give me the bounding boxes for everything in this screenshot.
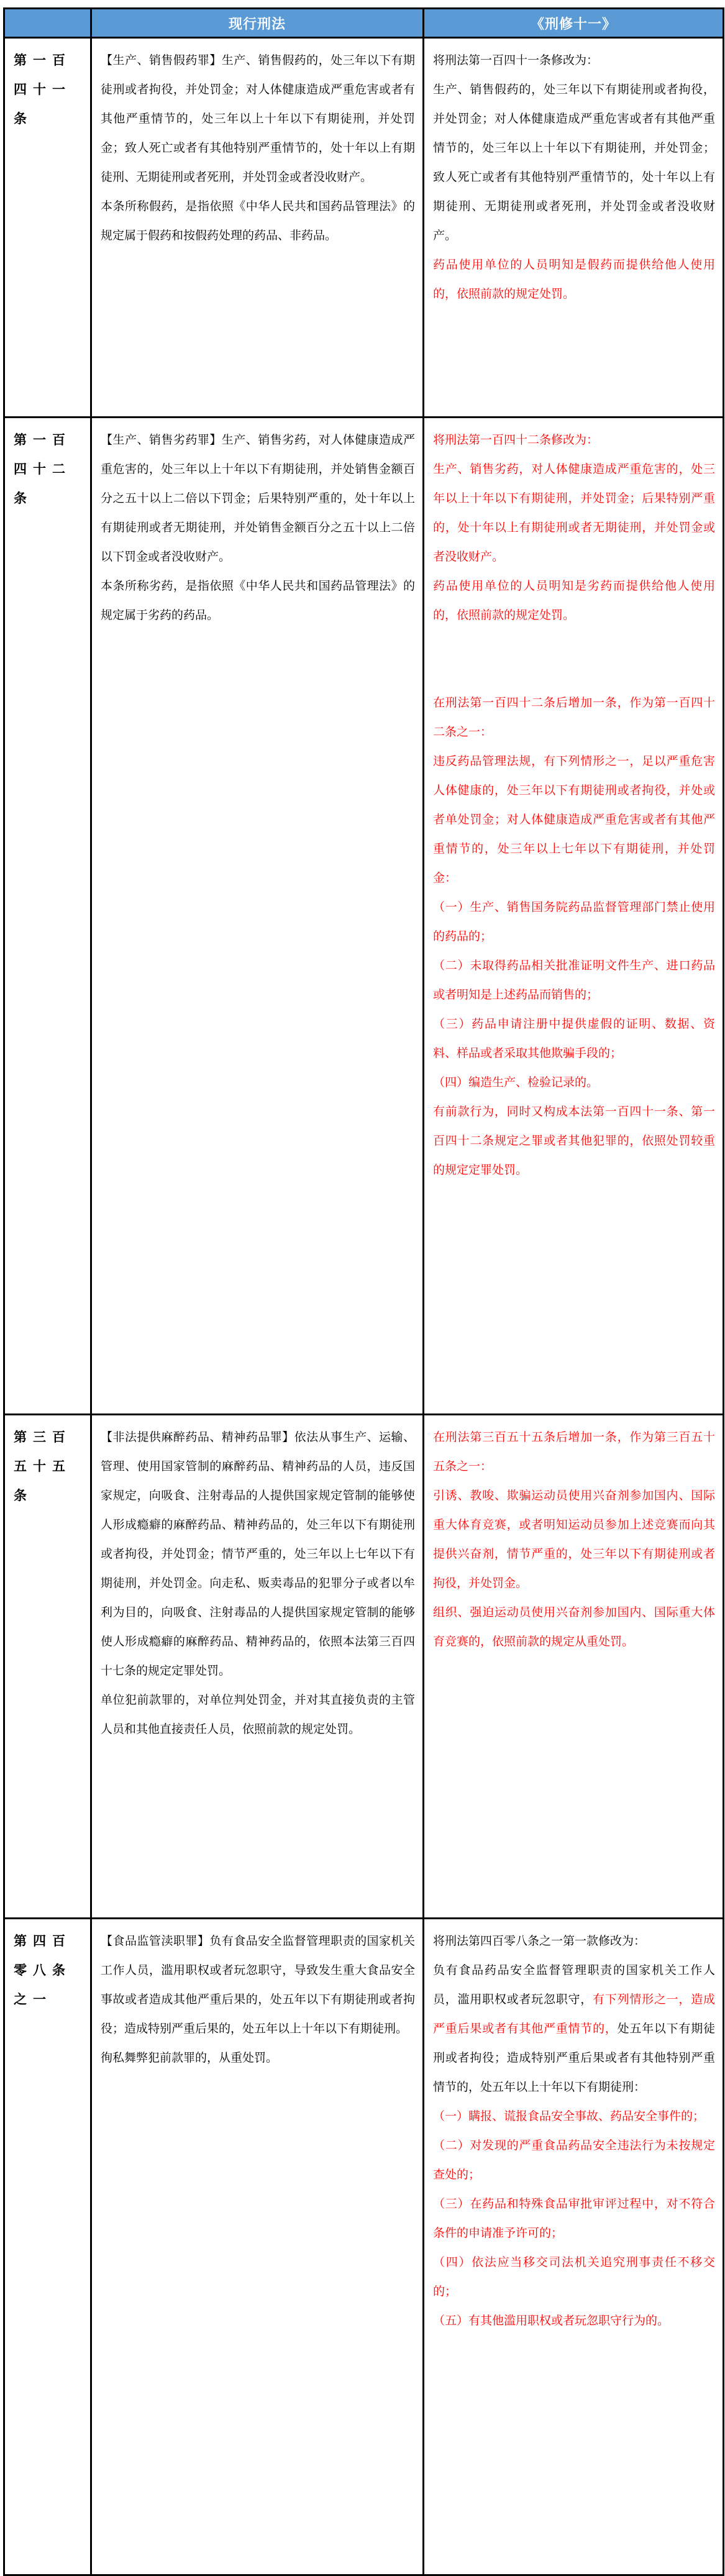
amendment-cell	[424, 418, 724, 1415]
header-amendment: 《刑修十一》	[424, 9, 724, 38]
highlighted-paragraph: 将刑法第一百四十二条修改为：	[433, 433, 599, 447]
amendment-cell	[424, 1415, 724, 1919]
mixed-paragraph	[433, 1956, 715, 2102]
paragraph: 【生产、销售劣药罪】生产、销售劣药，对人体健康造成严重危害的，处三年以上十年以下有期徒刑，并处销售金额百分之五十以上二倍以下罚金；后果特别严重的，处十年以上有期徒刑或者无期徒刑，并处销售金额百分之五十以上二倍以下罚金或者没收财产。	[101, 433, 415, 564]
amendment-cell	[424, 38, 724, 418]
highlighted-paragraph: 在刑法第三百五十五条后增加一条，作为第三百五十五条之一：	[433, 1430, 715, 1473]
header-current-law: 现行刑法	[91, 9, 424, 38]
blank-spacer	[433, 630, 715, 688]
current-law-cell	[91, 418, 424, 1415]
highlighted-paragraph: 药品使用单位的人员明知是假药而提供给他人使用的，依照前款的规定处罚。	[433, 258, 715, 301]
article-number: 第四百零八条之一	[4, 1919, 91, 2575]
list-item: （三）在药品和特殊食品审批审评过程中，对不符合条件的申请准予许可的；	[433, 2197, 715, 2240]
text-segment: 负有食品药品安全监督管理职责的国家机关工作人员，滥用职权或者玩忽职守，	[433, 1963, 715, 2006]
paragraph: 【生产、销售假药罪】生产、销售假药的，处三年以下有期徒刑或者拘役，并处罚金；对人体健康造成严重危害或者有其他严重情节的，处三年以上十年以下有期徒刑，并处罚金；致人死亡或者有其他特别严重情节的，处十年以上有期徒刑、无期徒刑或者死刑，并处罚金或者没收财产。	[101, 53, 415, 184]
highlighted-paragraph: 药品使用单位的人员明知是劣药而提供给他人使用的，依照前款的规定处罚。	[433, 579, 715, 622]
article-number: 第一百四十一条	[4, 38, 91, 418]
law-comparison-table	[3, 7, 724, 2576]
header-article	[4, 9, 91, 38]
paragraph: 将刑法第四百零八条之一第一款修改为：	[433, 1934, 646, 1948]
table-row	[4, 1919, 724, 2575]
amendment-cell	[424, 1919, 724, 2575]
table-header-row	[4, 9, 724, 38]
article-number: 第一百四十二条	[4, 418, 91, 1415]
list-item: （五）有其他滥用职权或者玩忽职守行为的。	[433, 2314, 670, 2327]
paragraph: 【非法提供麻醉药品、精神药品罪】依法从事生产、运输、管理、使用国家管制的麻醉药品、精神药品的人员，违反国家规定，向吸食、注射毒品的人提供国家规定管制的能够使人形成瘾癖的麻醉药品、精神药品的，处三年以下有期徒刑或者拘役，并处罚金；情节严重的，处三年以上七年以下有期徒刑，并处罚金。向走私、贩卖毒品的犯罪分子或者以牟利为目的，向吸食、注射毒品的人提供国家规定管制的能够使人形成瘾癖的麻醉药品、精神药品的，依照本法第三百四十七条的规定定罪处罚。	[101, 1430, 415, 1678]
paragraph: 将刑法第一百四十一条修改为：	[433, 53, 599, 67]
table-row	[4, 418, 724, 1415]
list-item: （二）对发现的严重食品药品安全违法行为未按规定查处的；	[433, 2139, 715, 2181]
current-law-cell	[91, 38, 424, 418]
paragraph: 【食品监管渎职罪】负有食品安全监督管理职责的国家机关工作人员，滥用职权或者玩忽职守，导致发生重大食品安全事故或者造成其他严重后果的，处五年以下有期徒刑或者拘役；造成特别严重后果的，处五年以上十年以下有期徒刑。	[101, 1934, 415, 2035]
list-item: （三）药品申请注册中提供虚假的证明、数据、资料、样品或者采取其他欺骗手段的；	[433, 1017, 715, 1060]
list-item: （一）生产、销售国务院药品监督管理部门禁止使用的药品的；	[433, 900, 715, 943]
current-law-cell	[91, 1919, 424, 2575]
highlighted-paragraph: 生产、销售劣药，对人体健康造成严重危害的，处三年以上十年以下有期徒刑，并处罚金；后果特别严重的，处十年以上有期徒刑或者无期徒刑，并处罚金或者没收财产。	[433, 462, 715, 564]
table-row	[4, 38, 724, 418]
text-segment: 处五年以下有期徒刑或者拘役；造成特别严重后果或者有其他特别严重情节的，处五年以上十年以下有期徒刑：	[433, 2022, 715, 2094]
list-item: （二）未取得药品相关批准证明文件生产、进口药品或者明知是上述药品而销售的；	[433, 959, 715, 1002]
list-item: （一）瞒报、谎报食品安全事故、药品安全事件的；	[433, 2109, 705, 2123]
paragraph: 生产、销售假药的，处三年以下有期徒刑或者拘役，并处罚金；对人体健康造成严重危害或者有其他严重情节的，处三年以上十年以下有期徒刑，并处罚金；致人死亡或者有其他特别严重情节的，处十年以上有期徒刑、无期徒刑或者死刑，并处罚金或者没收财产。	[433, 83, 715, 242]
paragraph: 单位犯前款罪的，对单位判处罚金，并对其直接负责的主管人员和其他直接责任人员，依照前款的规定处罚。	[101, 1693, 415, 1736]
highlighted-segment: 有下列情形之一，造成严重后果或者有其他严重情节的，	[433, 1993, 715, 2035]
article-number: 第三百五十五条	[4, 1415, 91, 1919]
paragraph: 本条所称劣药，是指依照《中华人民共和国药品管理法》的规定属于劣药的药品。	[101, 579, 415, 622]
current-law-cell	[91, 1415, 424, 1919]
table-row	[4, 1415, 724, 1919]
paragraph: 徇私舞弊犯前款罪的，从重处罚。	[101, 2051, 278, 2065]
highlighted-paragraph: 有前款行为，同时又构成本法第一百四十一条、第一百四十二条规定之罪或者其他犯罪的，依照处罚较重的规定定罪处罚。	[433, 1105, 715, 1177]
highlighted-paragraph: 在刑法第一百四十二条后增加一条，作为第一百四十二条之一：	[433, 696, 715, 739]
highlighted-paragraph: 违反药品管理法规，有下列情形之一，足以严重危害人体健康的，处三年以下有期徒刑或者拘役，并处或者单处罚金；对人体健康造成严重危害或者有其他严重情节的，处三年以上七年以下有期徒刑，并处罚金：	[433, 754, 715, 885]
list-item: （四）编造生产、检验记录的。	[433, 1076, 599, 1089]
list-item: （四）依法应当移交司法机关追究刑事责任不移交的；	[433, 2255, 715, 2298]
highlighted-paragraph: 引诱、教唆、欺骗运动员使用兴奋剂参加国内、国际重大体育竞赛，或者明知运动员参加上述竞赛而向其提供兴奋剂，情节严重的，处三年以下有期徒刑或者拘役，并处罚金。	[433, 1489, 715, 1590]
highlighted-paragraph: 组织、强迫运动员使用兴奋剂参加国内、国际重大体育竞赛的，依照前款的规定从重处罚。	[433, 1605, 715, 1648]
paragraph: 本条所称假药，是指依照《中华人民共和国药品管理法》的规定属于假药和按假药处理的药品、非药品。	[101, 199, 415, 242]
